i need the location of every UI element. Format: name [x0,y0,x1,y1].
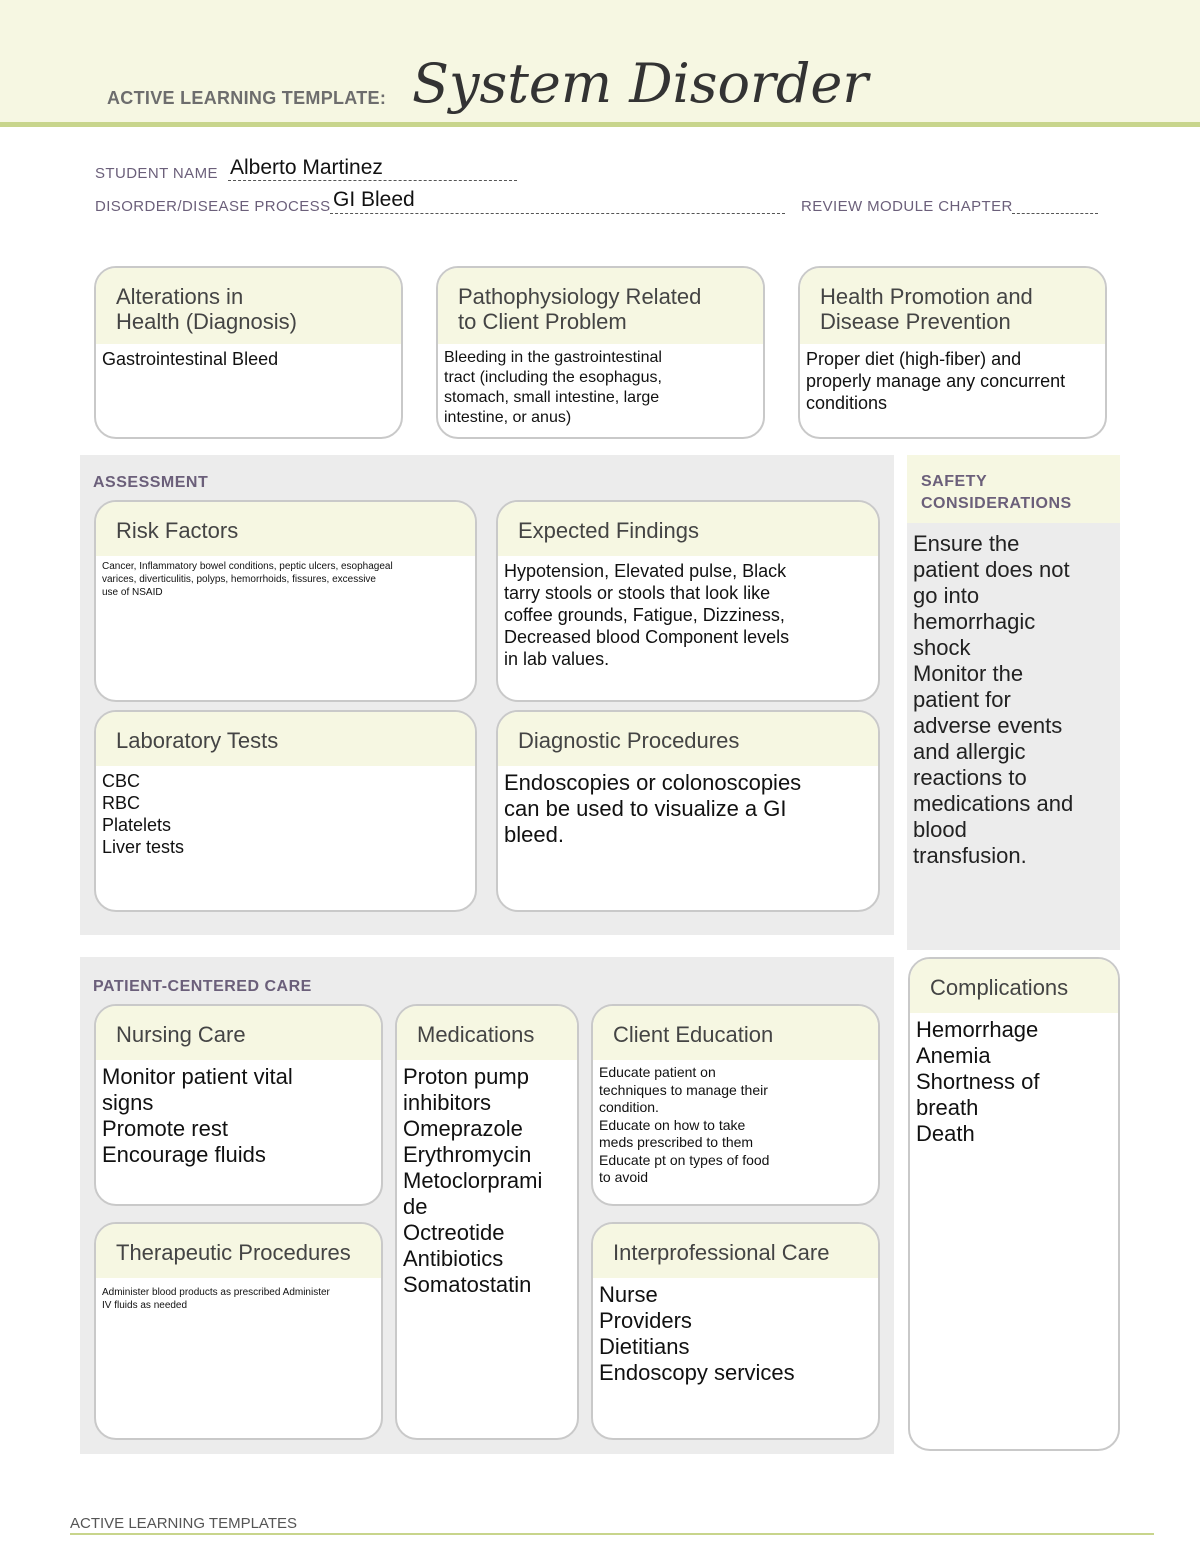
interprofessional-care-text[interactable]: Nurse Providers Dietitians Endoscopy services [599,1282,795,1385]
patient-centered-care-label: PATIENT-CENTERED CARE [93,978,312,995]
health-promotion-text[interactable]: Proper diet (high-fiber) and properly manage any concurrent conditions [806,349,1066,413]
interprofessional-care-title: Interprofessional Care [593,1224,878,1278]
nursing-care-card [94,1004,383,1206]
review-module-line[interactable] [1012,213,1098,214]
footer-label: ACTIVE LEARNING TEMPLATES [70,1515,297,1532]
expected-findings-card [496,500,880,702]
health-promotion-card [798,266,1107,439]
medications-title: Medications [397,1006,577,1060]
laboratory-tests-title: Laboratory Tests [96,712,475,766]
health-promotion-title: Health Promotion and Disease Prevention [800,268,1105,344]
therapeutic-procedures-title: Therapeutic Procedures [96,1224,381,1278]
expected-findings-text[interactable]: Hypotension, Elevated pulse, Black tarry stools or stools that look like coffee grounds, Fatigue, Dizziness, Decreased blood Component levels in lab values. [504,561,790,669]
diagnostic-procedures-text[interactable]: Endoscopies or colonoscopies can be used to visualize a GI bleed. [504,770,802,847]
laboratory-tests-text[interactable]: CBC RBC Platelets Liver tests [102,771,185,857]
disorder-line [330,213,785,214]
therapeutic-procedures-text[interactable]: Administer blood products as prescribed Administer IV fluids as needed [102,1287,330,1311]
footer-rule [70,1533,1154,1535]
complications-text[interactable]: Hemorrhage Anemia Shortness of breath Death [916,1017,1040,1146]
alterations-card [94,266,403,439]
student-name-field[interactable]: Alberto Martinez [230,156,383,179]
alterations-title: Alterations in Health (Diagnosis) [96,268,401,344]
review-module-label: REVIEW MODULE CHAPTER [801,198,1013,215]
header-rule [0,122,1200,127]
pathophysiology-title: Pathophysiology Related to Client Problem [438,268,763,344]
therapeutic-procedures-card [94,1222,383,1440]
student-name-label: STUDENT NAME [95,165,218,182]
assessment-label: ASSESSMENT [93,474,209,491]
safety-considerations-header [907,455,1120,523]
safety-considerations-label: SAFETY CONSIDERATIONS [921,473,1072,512]
medications-text[interactable]: Proton pump inhibitors Omeprazole Erythromycin Metoclorprami de Octreotide Antibiotics Somatostatin [403,1064,543,1297]
diagnostic-procedures-title: Diagnostic Procedures [498,712,878,766]
disorder-label: DISORDER/DISEASE PROCESS [95,198,331,215]
interprofessional-care-card [591,1222,880,1440]
diagnostic-procedures-card [496,710,880,912]
risk-factors-text[interactable]: Cancer, Inflammatory bowel conditions, peptic ulcers, esophageal varices, diverticulitis, polyps, hemorrhoids, fissures, excessive use of NSAID [102,561,393,598]
template-label: ACTIVE LEARNING TEMPLATE: [107,88,387,108]
safety-considerations-panel [907,455,1120,950]
nursing-care-title: Nursing Care [96,1006,381,1060]
risk-factors-card [94,500,477,702]
client-education-title: Client Education [593,1006,878,1060]
complications-card [908,957,1120,1451]
nursing-care-text[interactable]: Monitor patient vital signs Promote rest Encourage fluids [102,1064,293,1167]
complications-title: Complications [910,959,1118,1013]
medications-card [395,1004,579,1440]
disorder-field[interactable]: GI Bleed [333,188,415,211]
risk-factors-title: Risk Factors [96,502,475,556]
student-name-line [228,180,517,181]
safety-considerations-text[interactable]: Ensure the patient does not go into hemorrhagic shock Monitor the patient for adverse events and allergic reactions to medications and blood transfusion. [913,531,1074,868]
pathophysiology-card [436,266,765,439]
pathophysiology-text[interactable]: Bleeding in the gastrointestinal tract (including the esophagus, stomach, small intestine, large intestine, or anus) [444,349,662,426]
client-education-text[interactable]: Educate patient on techniques to manage their condition. Educate on how to take meds prescribed to them Educate pt on types of food to avoid [599,1064,770,1185]
laboratory-tests-card [94,710,477,912]
template-title: System Disorder [412,52,869,115]
alterations-text[interactable]: Gastrointestinal Bleed [102,349,279,369]
client-education-card [591,1004,880,1206]
expected-findings-title: Expected Findings [498,502,878,556]
